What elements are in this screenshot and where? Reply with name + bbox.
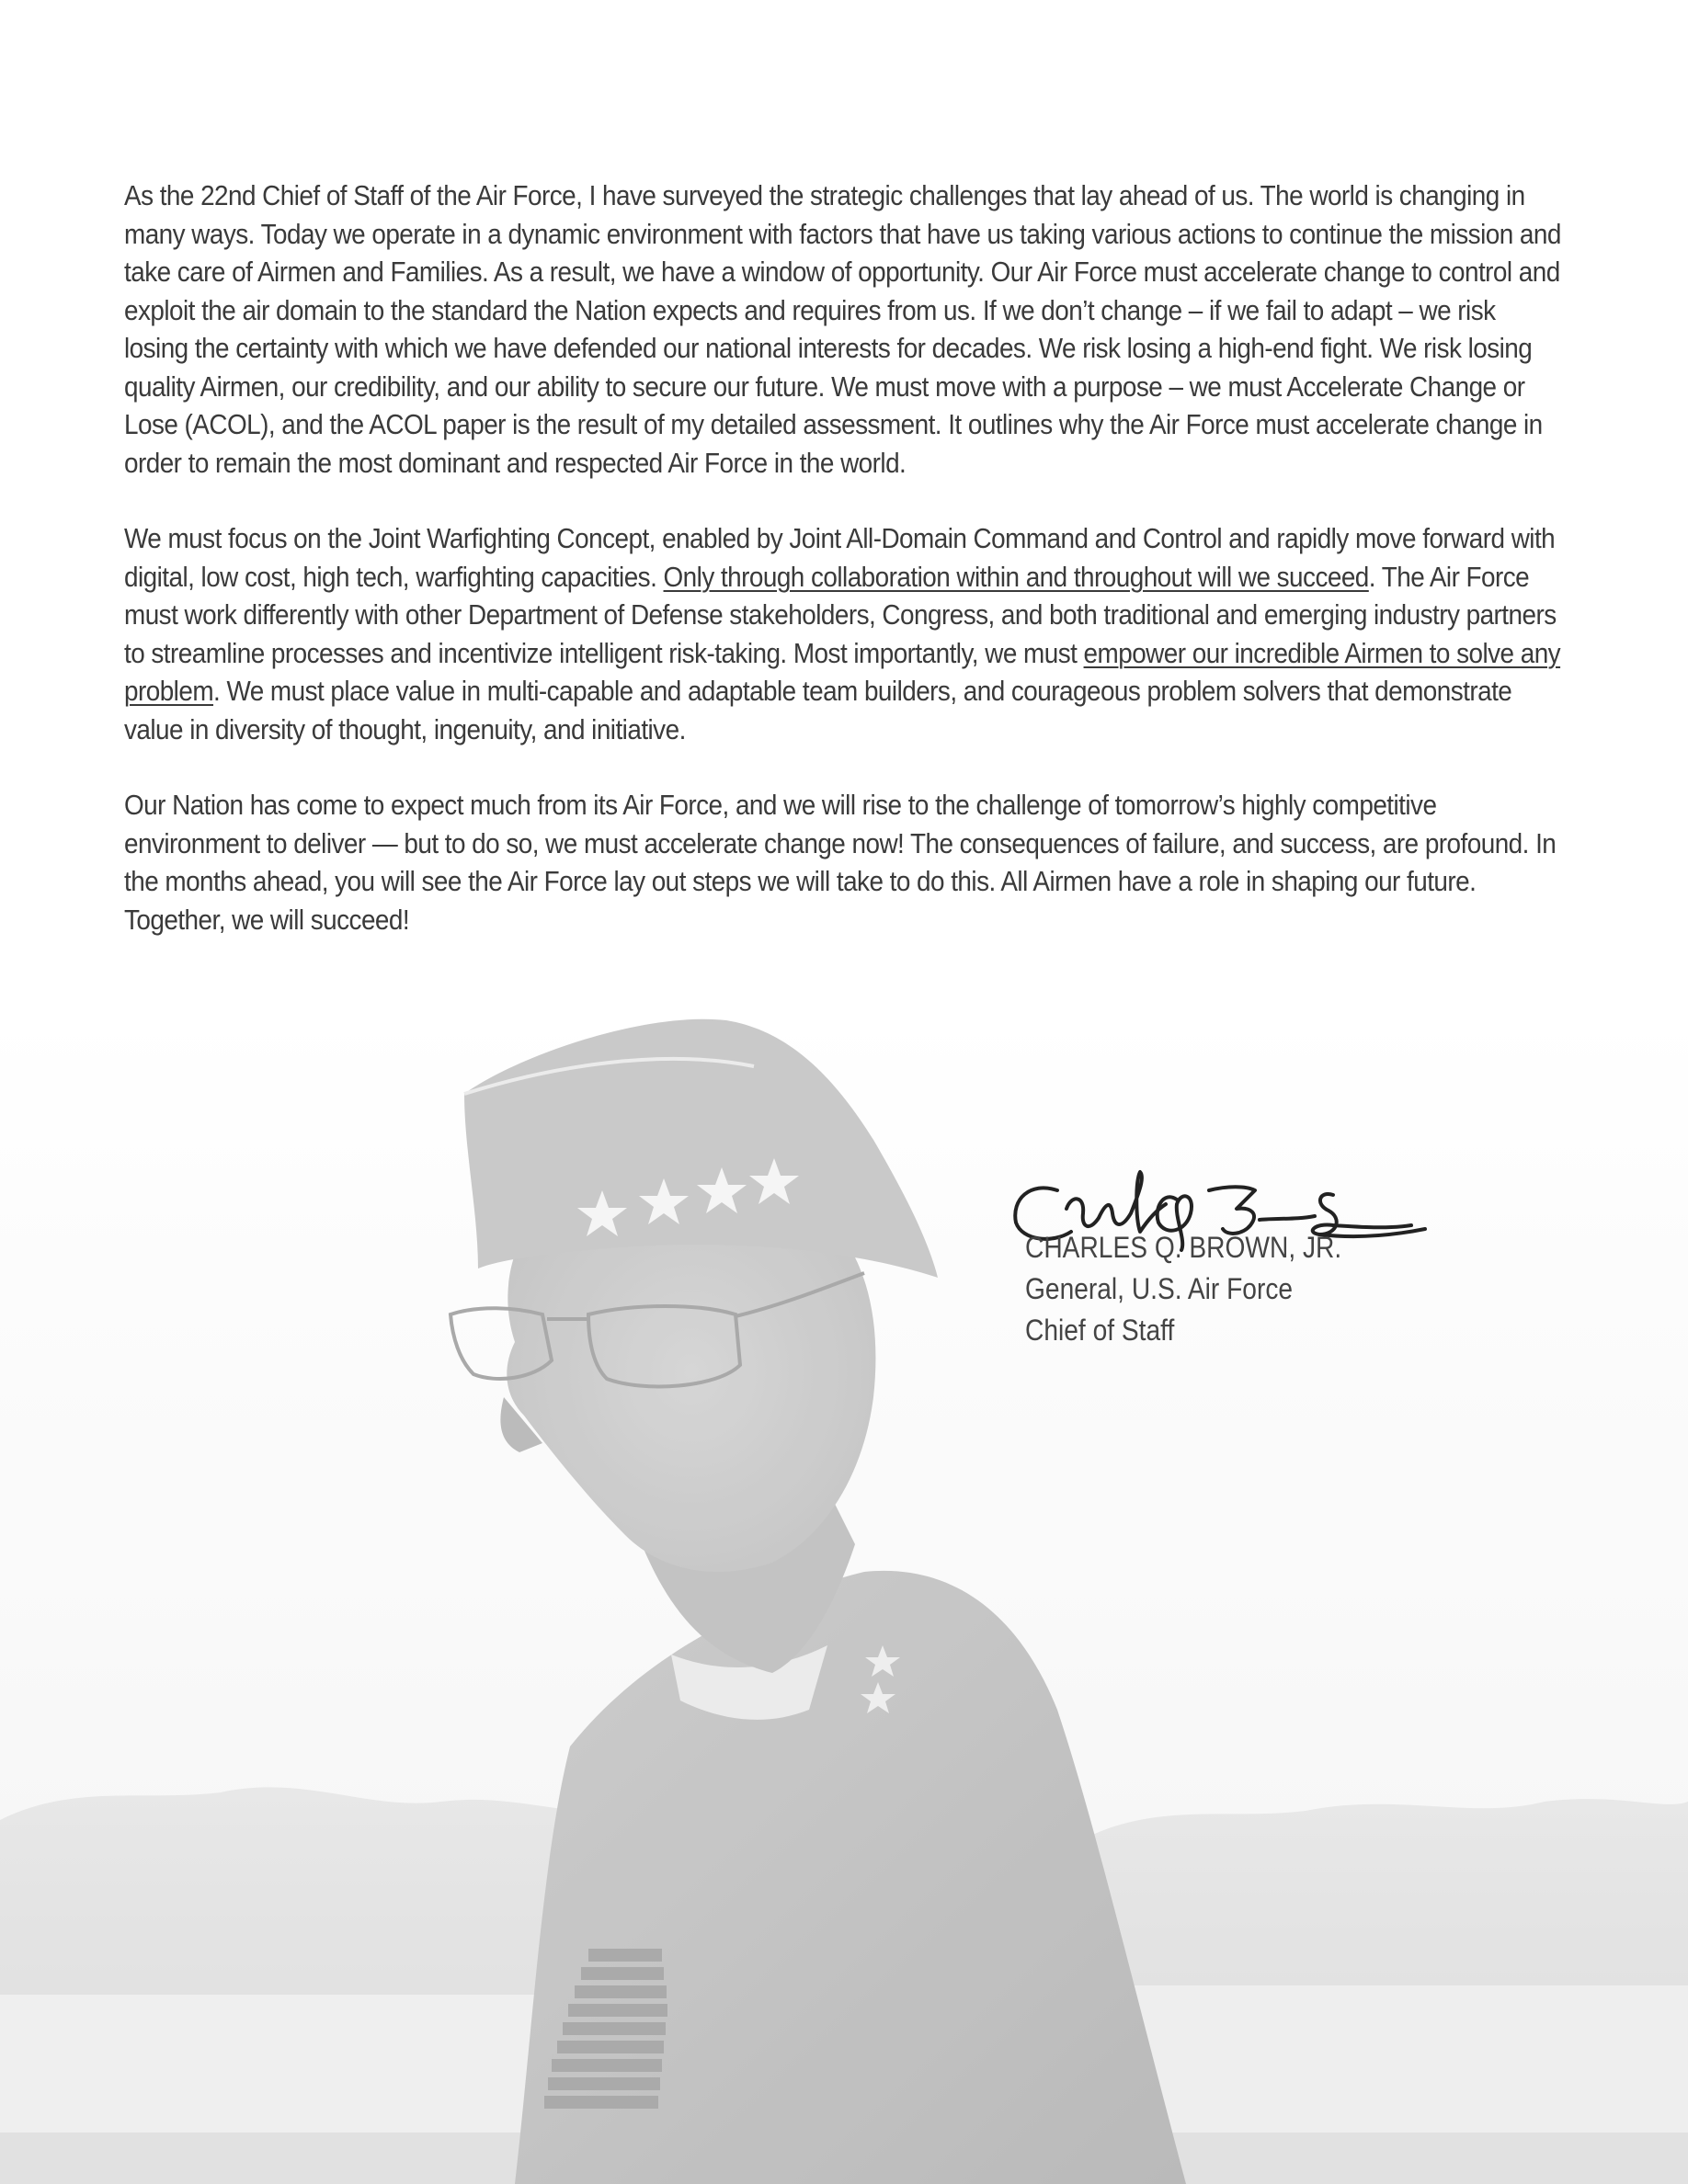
paragraph-3: Our Nation has come to expect much from its Air Force, and we will rise to the challenge of tomorrow’s highly competitive environment to deliver — but to do so, we must accelerate change now! The consequences of failure, and success, are profound. In the months ahead, you will see the Air Force lay out steps we will take to do this. All Airmen have a role in shaping our future. Together, we will succeed! — [124, 789, 1557, 936]
paragraph-2-text-b: . The Air Force must work differently with other Department of Defense stakeholders, Congress, and both traditional and emerging industry partners to streamline processes and incentivize intelligent risk-taking. Most importantly, we must — [124, 560, 1557, 669]
underlined-phrase-collaboration: Only through collaboration within and throughout will we succeed — [663, 560, 1369, 593]
paragraph-1: As the 22nd Chief of Staff of the Air Force, I have surveyed the strategic challenges that lay ahead of us. The world is changing in many ways. Today we operate in a dynamic environment with factors that have us taking various actions to continue the mission and take care of Airmen and Families. As a result, we have a window of opportunity. Our Air Force must accelerate change to control and exploit the air domain to the standard the Nation expects and requires from us. If we don’t change – if we fail to adapt – we risk losing the certainty with which we have defended our national interests for decades. We risk losing a high-end fight. We risk losing quality Airmen, our credibility, and our ability to secure our future. We must move with a purpose – we must Accelerate Change or Lose (ACOL), and the ACOL paper is the result of my detailed assessment. It outlines why the Air Force must accelerate change in order to remain the most dominant and respected Air Force in the world. — [124, 179, 1561, 479]
signer-rank: General, U.S. Air Force — [1025, 1272, 1294, 1305]
paragraph-2-text-a: We must focus on the Joint Warfighting Concept, enabled by Joint All-Domain Command and Control and rapidly move forward with digital, low cost, high tech, warfighting capacities. — [124, 522, 1556, 593]
signature-text — [1025, 1227, 1446, 1351]
signer-position: Chief of Staff — [1025, 1314, 1175, 1347]
underlined-phrase-empower: empower our incredible Airmen to solve any problem — [124, 636, 1561, 707]
letter-body — [124, 176, 1564, 976]
paragraph-2 — [124, 519, 1564, 748]
signer-name: CHARLES Q. BROWN, JR. — [1025, 1231, 1342, 1264]
paragraph-2-text-c: . We must place value in multi-capable and adaptable team builders, and courageous problem solvers that demonstrate value in diversity of thought, ingenuity, and initiative. — [124, 675, 1512, 745]
